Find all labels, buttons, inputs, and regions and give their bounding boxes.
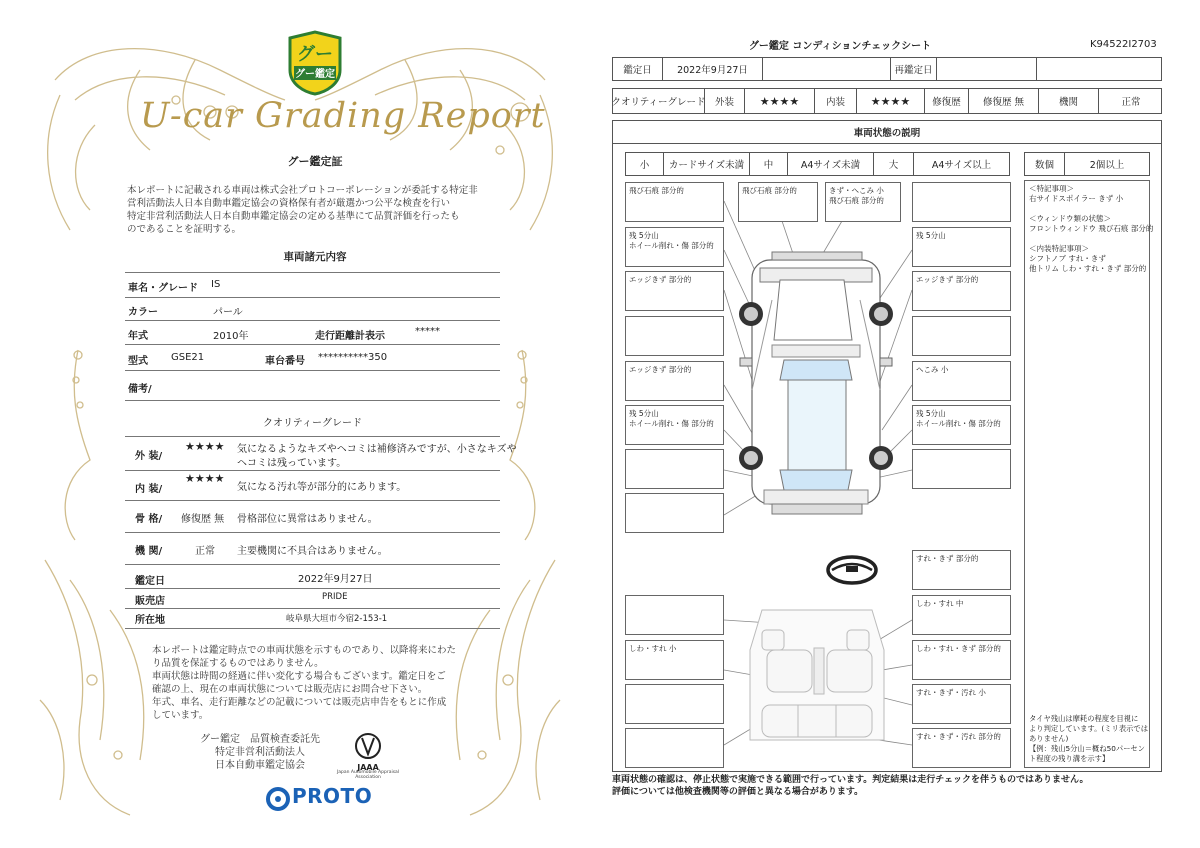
note-line: ＜内装特記事項＞ xyxy=(1029,244,1089,253)
spec-row-color xyxy=(125,296,500,321)
note-line: フロントウィンドウ 飛び石痕 部分的 xyxy=(1029,224,1154,233)
disclaimer-line: 年式、車名、走行距離などの記載については販売店申告をもとに作成 xyxy=(152,697,447,708)
org-line: 特定非営利活動法人 xyxy=(215,747,305,758)
year-label: 年式 xyxy=(128,331,148,342)
grade-header-row xyxy=(612,88,1162,114)
damage-text: ホイール削れ・傷 部分的 xyxy=(629,241,714,250)
size-small-desc: カードサイズ未満 xyxy=(664,153,750,175)
info-row-date xyxy=(125,564,500,589)
condition-heading: 車両状態の説明 xyxy=(853,128,921,139)
date-header-row xyxy=(612,57,1162,81)
note-line: 他トリム しわ・すれ・きず 部分的 xyxy=(1029,264,1147,273)
size-legend xyxy=(625,152,1010,176)
sheet-footer-note-1: 車両状態の確認は、停止状態で実施できる範囲で行っています。判定結果は走行チェックを伴うものではありません。 xyxy=(612,775,1089,785)
date-label: 鑑定日 xyxy=(135,576,165,587)
inspection-organization xyxy=(180,733,340,772)
damage-text: ホイール削れ・傷 部分的 xyxy=(629,419,714,428)
damage-text: すれ・きず・汚れ 部分的 xyxy=(916,732,1001,741)
damage-text: しわ・すれ 小 xyxy=(629,644,677,653)
model-label: 車名・グレード xyxy=(128,283,198,294)
certificate-intro xyxy=(127,184,502,236)
model-value: IS xyxy=(211,279,221,290)
size-large-label: 大 xyxy=(874,153,914,175)
certificate-heading: グー鑑定証 xyxy=(287,155,343,168)
steering-wheel-icon xyxy=(828,557,876,583)
tyre-note xyxy=(1029,714,1147,764)
damage-text: しわ・すれ 中 xyxy=(916,599,964,608)
spec-row-model xyxy=(125,272,500,298)
interior-stars: ★★★★ xyxy=(857,89,925,113)
size-medium-desc: A4サイズ未満 xyxy=(788,153,874,175)
tyre-note-line: より判定しています。(ミリ表示では xyxy=(1029,724,1149,733)
disclaimer xyxy=(152,644,492,722)
size-medium-label: 中 xyxy=(750,153,788,175)
damage-text: ホイール削れ・傷 部分的 xyxy=(916,419,1001,428)
note-line: ＜特記事項＞ xyxy=(1029,184,1074,193)
spec-row-remarks xyxy=(125,370,500,401)
damage-box-right-mid xyxy=(912,316,1011,356)
exterior-label: 外 装/ xyxy=(135,451,163,462)
disclaimer-line: り品質を保証するものではありません。 xyxy=(152,658,324,669)
frame-comment: 骨格部位に異常はありません。 xyxy=(237,514,378,525)
frame-value: 修復歴 無 xyxy=(181,514,225,525)
damage-box-front-window xyxy=(825,182,901,222)
report-title: U-car Grading Report xyxy=(140,96,546,136)
engine-label: 機 関/ xyxy=(135,546,163,557)
damage-box-rear-trim xyxy=(912,728,1011,768)
damage-box-bonnet xyxy=(738,182,818,222)
engine-value: 正常 xyxy=(195,546,215,557)
damage-box-front-right-tyre xyxy=(912,227,1011,267)
intro-line: 本レポートに記載される車両は株式会社プロトコーポレーションが委託する特定非 xyxy=(127,185,478,196)
blank-cell xyxy=(763,58,891,80)
dealer-value: PRIDE xyxy=(322,592,348,602)
damage-text: 飛び石痕 部分的 xyxy=(829,196,884,205)
info-row-address xyxy=(125,608,500,629)
sheet-id: K94522I2703 xyxy=(1090,39,1157,50)
damage-box-steering xyxy=(912,550,1011,590)
tyre-note-line: タイヤ残山は摩耗の程度を目視に xyxy=(1029,714,1139,723)
frame-label: 骨 格/ xyxy=(135,514,163,525)
repair-value: 修復歴 無 xyxy=(969,89,1039,113)
type-value: GSE21 xyxy=(171,352,205,363)
info-row-dealer xyxy=(125,588,500,609)
damage-box-front-left-panel xyxy=(625,182,724,222)
damage-text: すれ・きず 部分的 xyxy=(916,554,979,563)
note-line: シフトノブ すれ・きず xyxy=(1029,254,1106,263)
damage-box-rear-right-tyre xyxy=(912,405,1011,445)
dealer-label: 販売店 xyxy=(135,596,165,607)
interior-comment: 気になる汚れ等が部分的にあります。 xyxy=(237,482,407,493)
disclaimer-line: 確認の上、現在の車両状態については販売店にお問合せ下さい。 xyxy=(152,684,428,695)
org-line: 日本自動車鑑定協会 xyxy=(215,760,305,771)
remarks-label: 備考/ xyxy=(128,384,152,395)
reinspect-value xyxy=(937,58,1037,80)
damage-box-passenger-seat xyxy=(912,640,1011,680)
note-line: ＜ウィンドウ類の状態＞ xyxy=(1029,214,1112,223)
exterior-stars: ★★★★ xyxy=(185,440,225,453)
car-top-view xyxy=(740,252,892,514)
grade-row-exterior xyxy=(125,436,517,471)
damage-text: エッジきず 部分的 xyxy=(629,365,692,374)
size-large-desc: A4サイズ以上 xyxy=(931,160,992,171)
disclaimer-line: 本レポートは鑑定時点での車両状態を示すものであり、以降将来にわた xyxy=(152,645,457,656)
damage-box-front-right-panel xyxy=(912,182,1011,222)
repair-label: 修復歴 xyxy=(925,89,969,113)
spec-row-year xyxy=(125,320,500,345)
interior-stars: ★★★★ xyxy=(185,472,225,485)
interior-label: 内 装/ xyxy=(135,484,163,495)
damage-box-front-left-tyre xyxy=(625,227,724,267)
chassis-label: 車台番号 xyxy=(265,356,305,367)
grade-row-frame xyxy=(125,500,500,533)
goo-kantei-logo xyxy=(284,30,346,96)
org-line: グー鑑定 品質検査委託先 xyxy=(200,734,320,745)
car-interior-view xyxy=(750,610,884,740)
year-value: 2010年 xyxy=(213,331,249,342)
front-right-tyre-icon xyxy=(869,302,893,326)
damage-box-left-rear-door xyxy=(625,361,724,401)
note-line xyxy=(1029,234,1145,244)
tyre-note-line: ト程度の残り溝を示す】 xyxy=(1029,754,1110,763)
damage-box-right-rear-panel xyxy=(912,449,1011,489)
engine-comment: 主要機関に不具合はありません。 xyxy=(237,546,388,557)
damage-box-right-rear-door xyxy=(912,361,1011,401)
intro-line: 特定非営利活動法人日本自動車鑑定協会の定める基準にて品質評価を行ったも xyxy=(127,211,460,222)
intro-line: 営利活動法人日本自動車鑑定協会の資格保有者が厳選かつ公平な検査を行い xyxy=(127,198,451,209)
damage-text: きず・へこみ 小 xyxy=(829,186,884,195)
damage-box-left-mid xyxy=(625,316,724,356)
jaaa-name: JAAA xyxy=(357,763,379,772)
proto-logo-text: PROTO xyxy=(292,784,373,808)
front-left-tyre-icon xyxy=(739,302,763,326)
damage-text: すれ・きず・汚れ 小 xyxy=(916,688,986,697)
grade-heading-row xyxy=(125,400,500,437)
grade-row-engine xyxy=(125,532,500,565)
mileage-value: ***** xyxy=(415,326,440,337)
grade-label: クオリティーグレード xyxy=(613,89,705,113)
rear-right-tyre-icon xyxy=(869,446,893,470)
exterior-label: 外装 xyxy=(705,89,745,113)
rear-left-tyre-icon xyxy=(739,446,763,470)
damage-text: エッジきず 部分的 xyxy=(916,275,979,284)
logo-label: グー鑑定 xyxy=(295,69,335,80)
damage-text: 残 5分山 xyxy=(629,231,659,240)
color-label: カラー xyxy=(128,307,158,318)
date-label: 鑑定日 xyxy=(613,58,663,80)
engine-label: 機関 xyxy=(1039,89,1099,113)
exterior-stars: ★★★★ xyxy=(745,89,815,113)
svg-text:グー: グー xyxy=(297,44,333,65)
disclaimer-line: しています。 xyxy=(152,710,209,721)
damage-box-rear-seat xyxy=(625,728,724,768)
exterior-comment-1: 気になるようなキズやヘコミは補修済みですが、小さなキズや xyxy=(237,444,517,455)
intro-line: のであることを証明する。 xyxy=(127,224,242,235)
date-value: 2022年9月27日 xyxy=(298,574,373,585)
date-value: 2022年9月27日 xyxy=(663,58,763,80)
damage-box-left-front-door xyxy=(625,271,724,311)
reinspect-label: 再鑑定日 xyxy=(891,58,937,80)
damage-text: しわ・すれ・きず 部分的 xyxy=(916,644,1001,653)
spec-heading: 車両諸元内容 xyxy=(283,251,347,263)
damage-box-rear-bumper xyxy=(625,493,724,533)
address-label: 所在地 xyxy=(135,615,165,626)
damage-box-dash-right xyxy=(912,595,1011,635)
mileage-label: 走行距離計表示 xyxy=(315,331,385,342)
damage-box-right-front-door xyxy=(912,271,1011,311)
damage-text: 残 5分山 xyxy=(916,231,946,240)
special-notes-panel xyxy=(1024,180,1154,768)
blank-cell xyxy=(1037,58,1163,80)
damage-text: 飛び石痕 部分的 xyxy=(629,186,684,195)
damage-text: 残 5分山 xyxy=(629,409,659,418)
spec-row-type xyxy=(125,344,500,371)
condition-heading-row xyxy=(612,120,1162,144)
damage-box-left-rear-seat xyxy=(625,684,724,724)
damage-text: 飛び石痕 部分的 xyxy=(742,186,797,195)
damage-box-shift-area xyxy=(912,684,1011,724)
count-value: 2個以上 xyxy=(1089,160,1125,171)
grade-row-interior xyxy=(125,470,500,501)
damage-box-driver-seat xyxy=(625,640,724,680)
address-value: 岐阜県大垣市今宿2-153-1 xyxy=(286,614,388,624)
count-label: 数個 xyxy=(1025,153,1065,175)
color-value: パール xyxy=(213,307,243,318)
tyre-note-line: ありません) xyxy=(1029,734,1069,743)
note-line: 右サイドスポイラー きず 小 xyxy=(1029,194,1124,203)
type-label: 型式 xyxy=(128,356,148,367)
damage-box-rear-left-tyre xyxy=(625,405,724,445)
damage-text: エッジきず 部分的 xyxy=(629,275,692,284)
tyre-note-line: 【例：残山5分山＝概ね50パーセン xyxy=(1029,744,1145,753)
interior-label: 内装 xyxy=(815,89,857,113)
sheet-title: グー鑑定 コンディションチェックシート xyxy=(748,41,932,52)
damage-text: 残 5分山 xyxy=(916,409,946,418)
exterior-comment-2: ヘコミは残っています。 xyxy=(237,458,347,469)
disclaimer-line: 車両状態は時間の経過に伴い変化する場合もございます。鑑定日をご xyxy=(152,671,446,682)
sheet-footer-note-2: 評価については他検査機関等の評価と異なる場合があります。 xyxy=(612,787,864,797)
grade-heading: クオリティーグレード xyxy=(263,418,362,429)
damage-box-dashboard xyxy=(625,595,724,635)
size-small-label: 小 xyxy=(626,153,664,175)
proto-mark-icon xyxy=(266,787,290,811)
note-line xyxy=(1029,204,1145,214)
jaaa-subtitle: Japan Automobile Appraisal Association xyxy=(336,770,400,780)
damage-box-left-rear-panel xyxy=(625,449,724,489)
count-legend xyxy=(1024,152,1150,176)
chassis-value: **********350 xyxy=(318,352,388,363)
engine-value: 正常 xyxy=(1121,97,1141,108)
damage-text: へこみ 小 xyxy=(916,365,949,374)
